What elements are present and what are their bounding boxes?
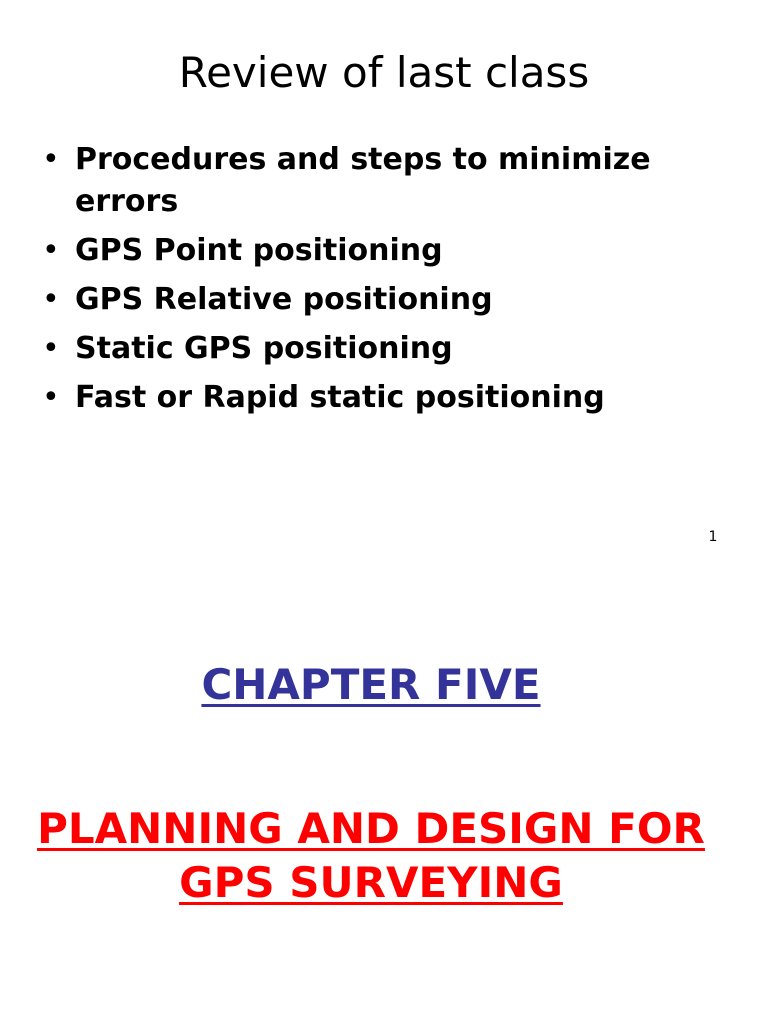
bullet-text: Static GPS positioning	[75, 331, 453, 366]
planning-heading-line-2-text: GPS SURVEYING	[179, 858, 563, 907]
slide-number: 1	[708, 529, 718, 545]
bullet-item-relative-positioning	[42, 279, 682, 321]
planning-design-heading	[0, 802, 742, 910]
slide-title: Review of last class	[178, 48, 590, 97]
bullet-item-point-positioning	[42, 230, 682, 272]
planning-heading-line-1	[0, 802, 742, 856]
chapter-heading	[0, 658, 742, 712]
bullet-text: Procedures and steps to minimize errors	[75, 142, 651, 219]
bullet-item-rapid-static-positioning	[42, 377, 682, 419]
chapter-title-slide	[0, 576, 768, 1024]
bullet-item-static-positioning	[42, 328, 682, 370]
bullet-text: GPS Point positioning	[75, 233, 443, 268]
bullet-item-procedures	[42, 139, 682, 223]
bullet-icon: •	[42, 380, 60, 415]
planning-heading-line-1-text: PLANNING AND DESIGN FOR	[37, 804, 705, 853]
bullet-text: GPS Relative positioning	[75, 282, 493, 317]
bullet-icon: •	[42, 142, 60, 177]
chapter-heading-text: CHAPTER FIVE	[201, 660, 541, 709]
bullet-icon: •	[42, 282, 60, 317]
bullet-icon: •	[42, 331, 60, 366]
bullet-icon: •	[42, 233, 60, 268]
bullet-text: Fast or Rapid static positioning	[75, 380, 605, 415]
planning-heading-line-2	[0, 856, 742, 910]
review-bullet-list	[42, 139, 682, 426]
